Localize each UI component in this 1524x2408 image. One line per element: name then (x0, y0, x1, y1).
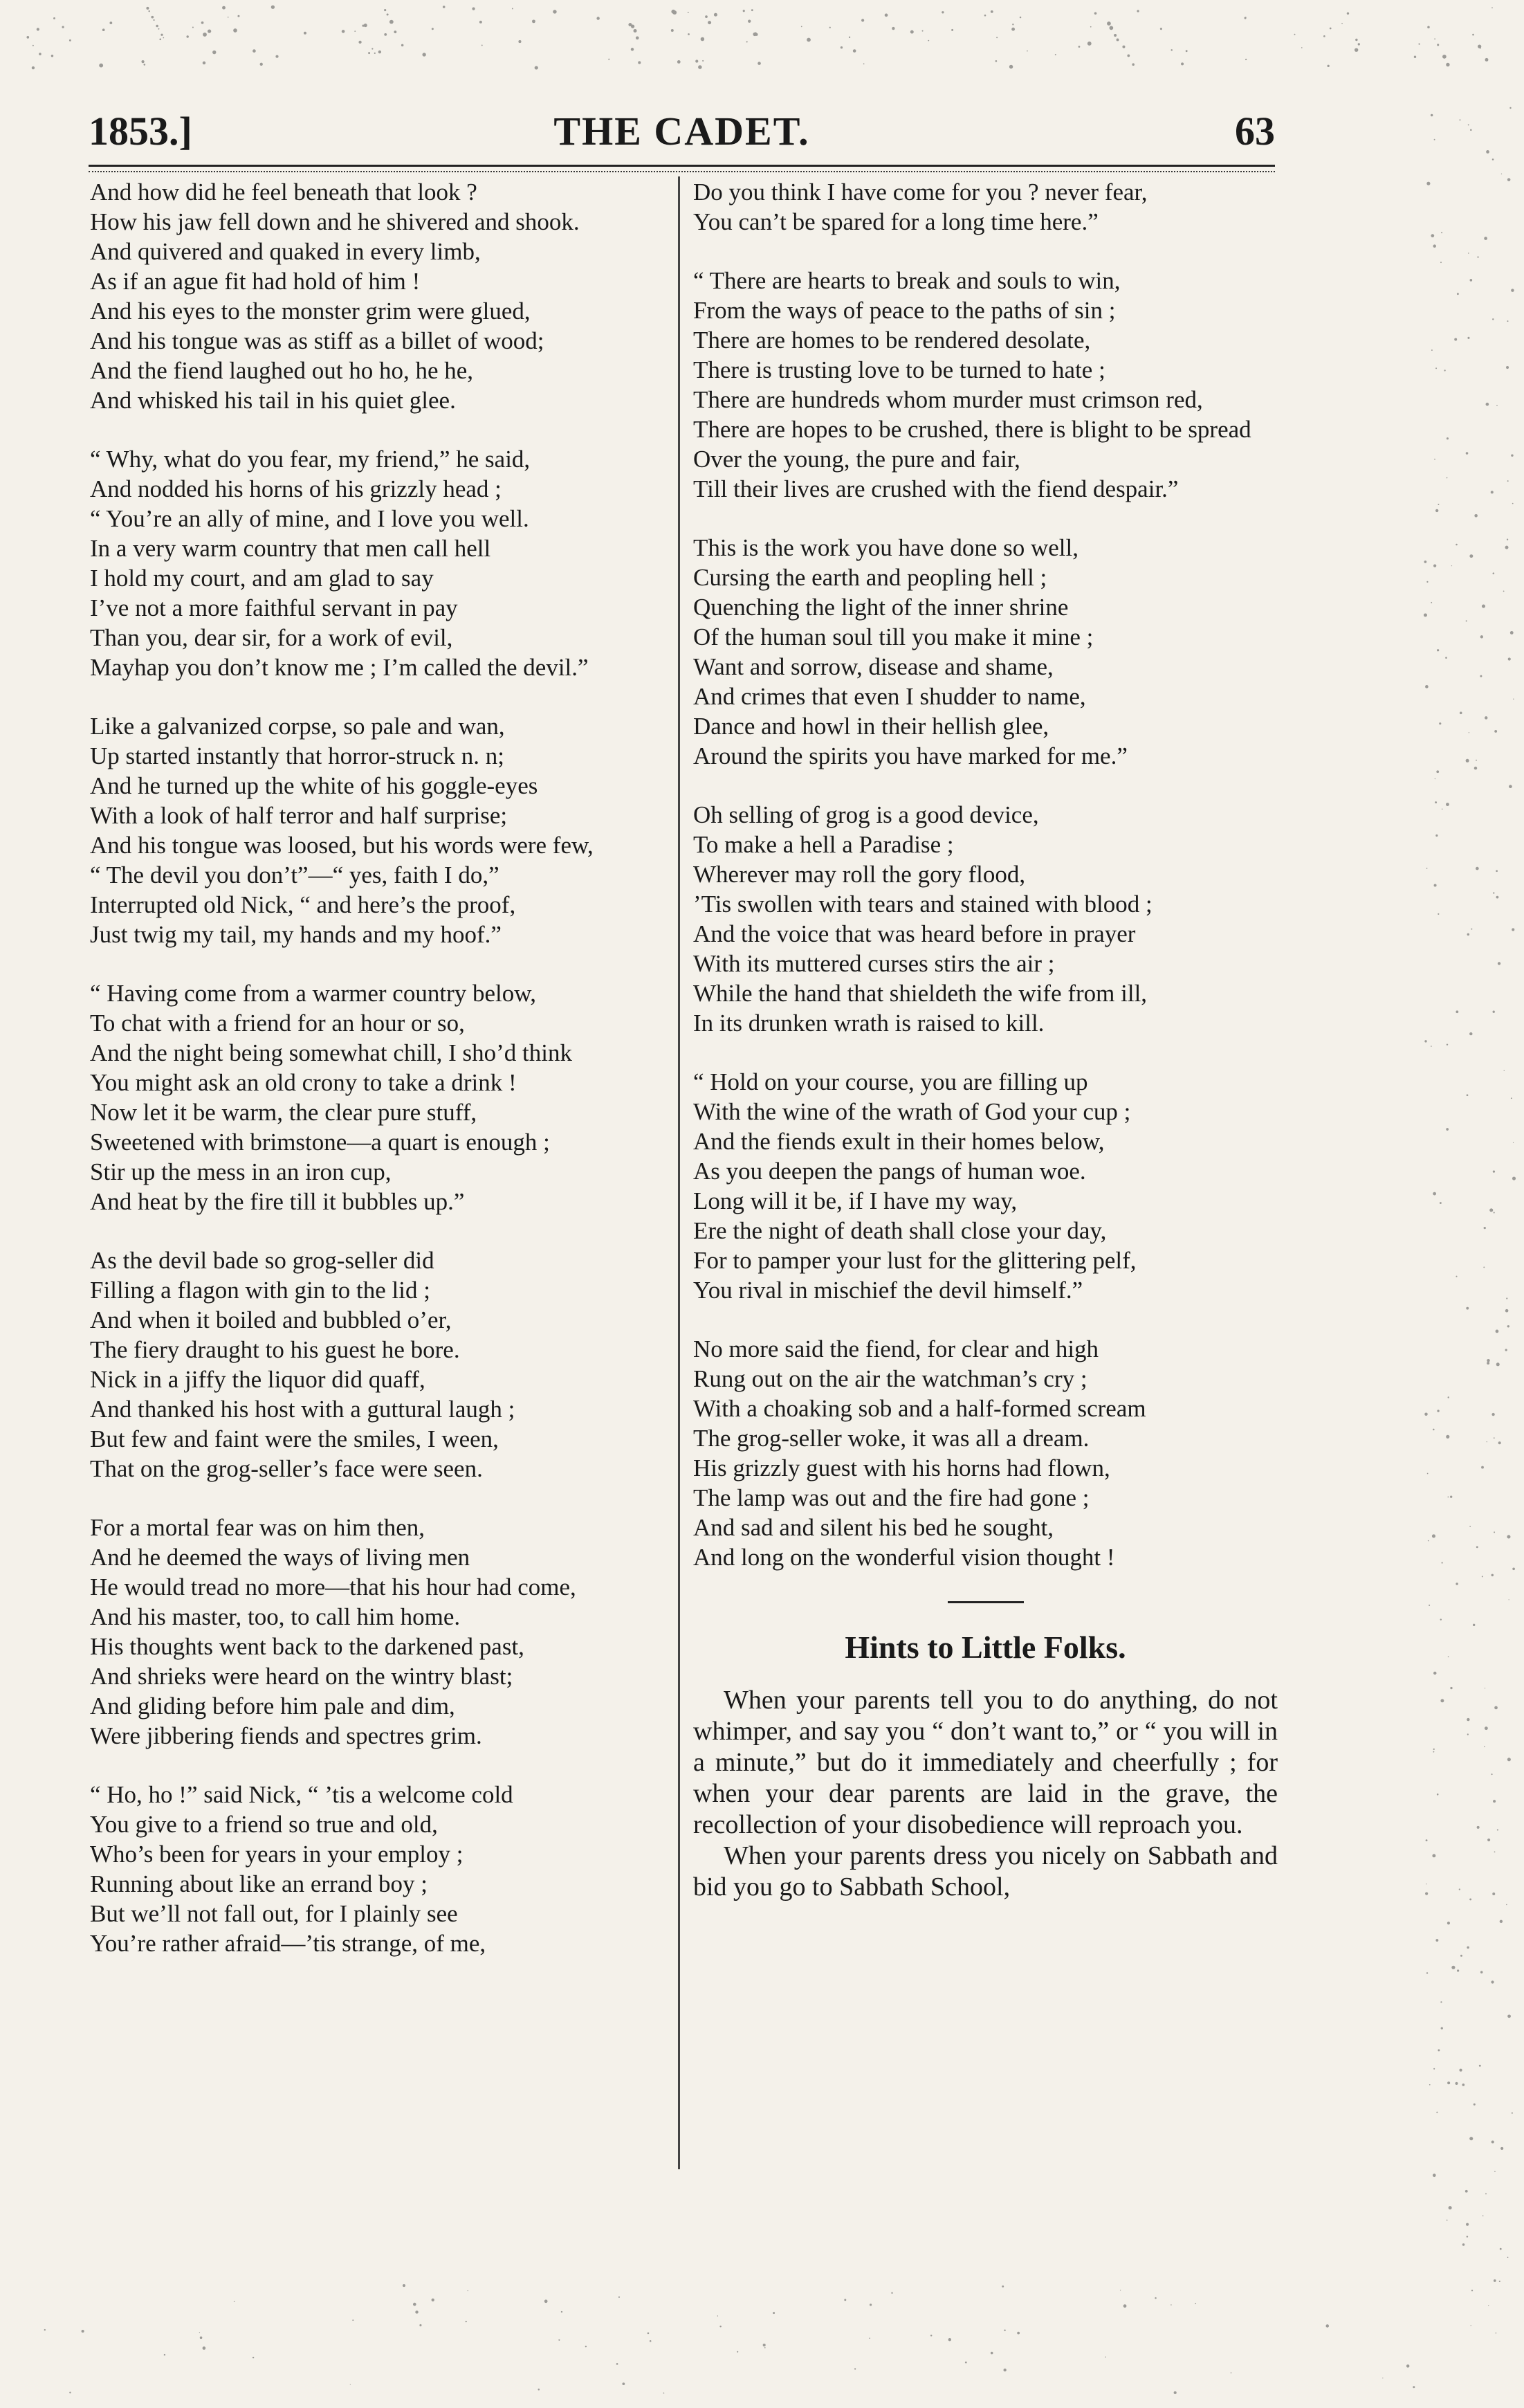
verse-line: There are homes to be rendered desolate, (693, 327, 1091, 354)
verse-line: Till their lives are crushed with the fiend despair.” (693, 475, 1179, 502)
verse-line: Filling a flagon with gin to the lid ; (90, 1277, 430, 1304)
verse-line: Just twig my tail, my hands and my hoof.” (90, 921, 502, 948)
verse-line: His grizzly guest with his horns had flown, (693, 1454, 1110, 1481)
verse-line: Wherever may roll the gory flood, (693, 861, 1026, 888)
verse-line: In a very warm country that men call hell (90, 535, 491, 562)
verse-line: “ Hold on your course, you are filling up (693, 1068, 1088, 1095)
verse-line: You’re rather afraid—’tis strange, of me, (90, 1930, 486, 1957)
verse-line: This is the work you have done so well, (693, 534, 1078, 561)
verse-line: I hold my court, and am glad to say (90, 565, 434, 592)
verse-line: And when it boiled and bubbled o’er, (90, 1306, 452, 1333)
right-poem (693, 177, 1278, 1572)
verse-line: That on the grog-seller’s face were seen. (90, 1455, 483, 1482)
verse-line: And the fiend laughed out ho ho, he he, (90, 357, 474, 384)
verse-line: And his tongue was as stiff as a billet of wood; (90, 327, 544, 354)
stanza (693, 1334, 1278, 1572)
verse-line: And long on the wonderful vision thought ! (693, 1544, 1115, 1571)
publication-title: THE CADET. (553, 109, 810, 154)
verse-line: And his master, too, to call him home. (90, 1603, 461, 1630)
verse-line: Stir up the mess in an iron cup, (90, 1158, 392, 1185)
verse-line: And his eyes to the monster grim were glued, (90, 298, 531, 325)
stanza (693, 266, 1278, 504)
verse-line: Were jibbering fiends and spectres grim. (90, 1722, 482, 1749)
running-header (89, 104, 1275, 159)
verse-line: While the hand that shieldeth the wife from ill, (693, 980, 1148, 1007)
verse-line: And shrieks were heard on the wintry blast; (90, 1663, 513, 1690)
stanza (90, 978, 672, 1216)
header-year: 1853.] (89, 109, 192, 154)
verse-line: For to pamper your lust for the glittering pelf, (693, 1247, 1137, 1274)
verse-line: As the devil bade so grog-seller did (90, 1247, 434, 1274)
verse-line: “ The devil you don’t”—“ yes, faith I do,” (90, 861, 499, 888)
stanza (90, 1780, 672, 1958)
verse-line: But we’ll not fall out, for I plainly see (90, 1900, 458, 1927)
right-column (693, 177, 1278, 1903)
verse-line: As if an ague fit had hold of him ! (90, 268, 421, 295)
header-rule (89, 165, 1275, 172)
verse-line: And the fiends exult in their homes below, (693, 1128, 1105, 1155)
verse-line: Interrupted old Nick, “ and here’s the proof, (90, 891, 516, 918)
verse-line: And nodded his horns of his grizzly head ; (90, 475, 502, 502)
verse-line: “ There are hearts to break and souls to win, (693, 267, 1121, 294)
verse-line: And heat by the fire till it bubbles up.” (90, 1188, 465, 1215)
verse-line: And thanked his host with a guttural laugh ; (90, 1396, 515, 1423)
verse-line: And sad and silent his bed he sought, (693, 1514, 1054, 1541)
verse-line: But few and faint were the smiles, I ween, (90, 1425, 499, 1452)
verse-line: “ Why, what do you fear, my friend,” he said, (90, 446, 531, 473)
verse-line: You rival in mischief the devil himself.” (693, 1277, 1083, 1304)
verse-line: You give to a friend so true and old, (90, 1811, 438, 1838)
verse-line: There is trusting love to be turned to hate ; (693, 356, 1105, 383)
verse-line: From the ways of peace to the paths of sin ; (693, 297, 1116, 324)
verse-line: “ You’re an ally of mine, and I love you well. (90, 505, 529, 532)
verse-line: Ere the night of death shall close your day, (693, 1217, 1107, 1244)
verse-line: “ Ho, ho !” said Nick, “ ’tis a welcome cold (90, 1781, 513, 1808)
verse-line: With a look of half terror and half surprise; (90, 802, 508, 829)
verse-line: Sweetened with brimstone—a quart is enough ; (90, 1129, 550, 1156)
verse-line: And his tongue was loosed, but his words were few, (90, 832, 594, 859)
verse-line: ’Tis swollen with tears and stained with blood ; (693, 891, 1153, 918)
verse-line: Up started instantly that horror-struck n. n; (90, 742, 505, 769)
stanza (90, 711, 672, 949)
verse-line: Oh selling of grog is a good device, (693, 801, 1039, 828)
page-number: 63 (1235, 109, 1275, 154)
verse-line: Now let it be warm, the clear pure stuff, (90, 1099, 477, 1126)
verse-line: The lamp was out and the fire had gone ; (693, 1484, 1090, 1511)
verse-line: Want and sorrow, disease and shame, (693, 653, 1054, 680)
verse-line: As you deepen the pangs of human woe. (693, 1158, 1086, 1185)
verse-line: Cursing the earth and peopling hell ; (693, 564, 1047, 591)
verse-line: Rung out on the air the watchman’s cry ; (693, 1365, 1087, 1392)
stanza (693, 177, 1278, 237)
verse-line: To make a hell a Paradise ; (693, 831, 954, 858)
verse-line: Over the young, the pure and fair, (693, 446, 1020, 473)
stanza (693, 1067, 1278, 1305)
verse-line: Long will it be, if I have my way, (693, 1187, 1018, 1214)
verse-line: You might ask an old crony to take a drink ! (90, 1069, 517, 1096)
verse-line: He would tread no more—that his hour had come, (90, 1574, 576, 1600)
column-divider (678, 176, 680, 2169)
verse-line: Like a galvanized corpse, so pale and wan, (90, 713, 505, 740)
verse-line: Around the spirits you have marked for me.” (693, 742, 1128, 769)
verse-line: And whisked his tail in his quiet glee. (90, 387, 456, 414)
verse-line: No more said the fiend, for clear and high (693, 1335, 1099, 1362)
verse-line: Nick in a jiffy the liquor did quaff, (90, 1366, 425, 1393)
verse-line: His thoughts went back to the darkened past, (90, 1633, 524, 1660)
verse-line: I’ve not a more faithful servant in pay (90, 594, 458, 621)
verse-line: And he turned up the white of his goggle-eyes (90, 772, 538, 799)
verse-line: The grog-seller woke, it was all a dream. (693, 1425, 1090, 1452)
verse-line: There are hopes to be crushed, there is blight to be spread (693, 416, 1251, 443)
verse-line: With its muttered curses stirs the air ; (693, 950, 1055, 977)
verse-line: And quivered and quaked in every limb, (90, 238, 481, 265)
verse-line: How his jaw fell down and he shivered and shook. (90, 208, 580, 235)
stanza (90, 1513, 672, 1751)
section-title: Hints to Little Folks. (845, 1630, 1126, 1665)
verse-line: And the voice that was heard before in prayer (693, 920, 1136, 947)
verse-line: Do you think I have come for you ? never fear, (693, 179, 1148, 206)
verse-line: For a mortal fear was on him then, (90, 1514, 425, 1541)
verse-line: And how did he feel beneath that look ? (90, 179, 477, 206)
verse-line: And crimes that even I shudder to name, (693, 683, 1086, 710)
verse-line: Dance and howl in their hellish glee, (693, 713, 1049, 740)
verse-line: The fiery draught to his guest he bore. (90, 1336, 460, 1363)
verse-line: Running about like an errand boy ; (90, 1870, 428, 1897)
stanza (693, 533, 1278, 771)
verse-line: Than you, dear sir, for a work of evil, (90, 624, 453, 651)
stanza (90, 177, 672, 415)
verse-line: And the night being somewhat chill, I sho’d think (90, 1039, 572, 1066)
verse-line: Who’s been for years in your employ ; (90, 1841, 463, 1868)
verse-line: With the wine of the wrath of God your cup ; (693, 1098, 1131, 1125)
verse-line: To chat with a friend for an hour or so, (90, 1010, 465, 1037)
verse-line: And gliding before him pale and dim, (90, 1693, 455, 1720)
verse-line: Of the human soul till you make it mine ; (693, 623, 1094, 650)
verse-line: There are hundreds whom murder must crimson red, (693, 386, 1203, 413)
verse-line: You can’t be spared for a long time here.” (693, 208, 1099, 235)
verse-line: “ Having come from a warmer country below, (90, 980, 536, 1007)
verse-line: And he deemed the ways of living men (90, 1544, 470, 1571)
verse-line: Quenching the light of the inner shrine (693, 594, 1069, 621)
verse-line: Mayhap you don’t know me ; I’m called the devil.” (90, 654, 589, 681)
left-column (90, 177, 672, 1987)
verse-line: With a choaking sob and a half-formed scream (693, 1395, 1146, 1422)
stanza (693, 800, 1278, 1038)
stanza (90, 1246, 672, 1484)
section-rule (948, 1601, 1024, 1603)
stanza (90, 444, 672, 682)
paragraph: When your parents dress you nicely on Sabbath and bid you go to Sabbath School, (693, 1841, 1278, 1901)
paragraph: When your parents tell you to do anything, do not whimper, and say you “ don’t want to,” or “ you will in a minute,” but do it immediately and cheerfully ; for when your dear parents are laid in the grave, the recollection of your disobedience will reproach you. (693, 1686, 1278, 1839)
verse-line: In its drunken wrath is raised to kill. (693, 1010, 1045, 1037)
